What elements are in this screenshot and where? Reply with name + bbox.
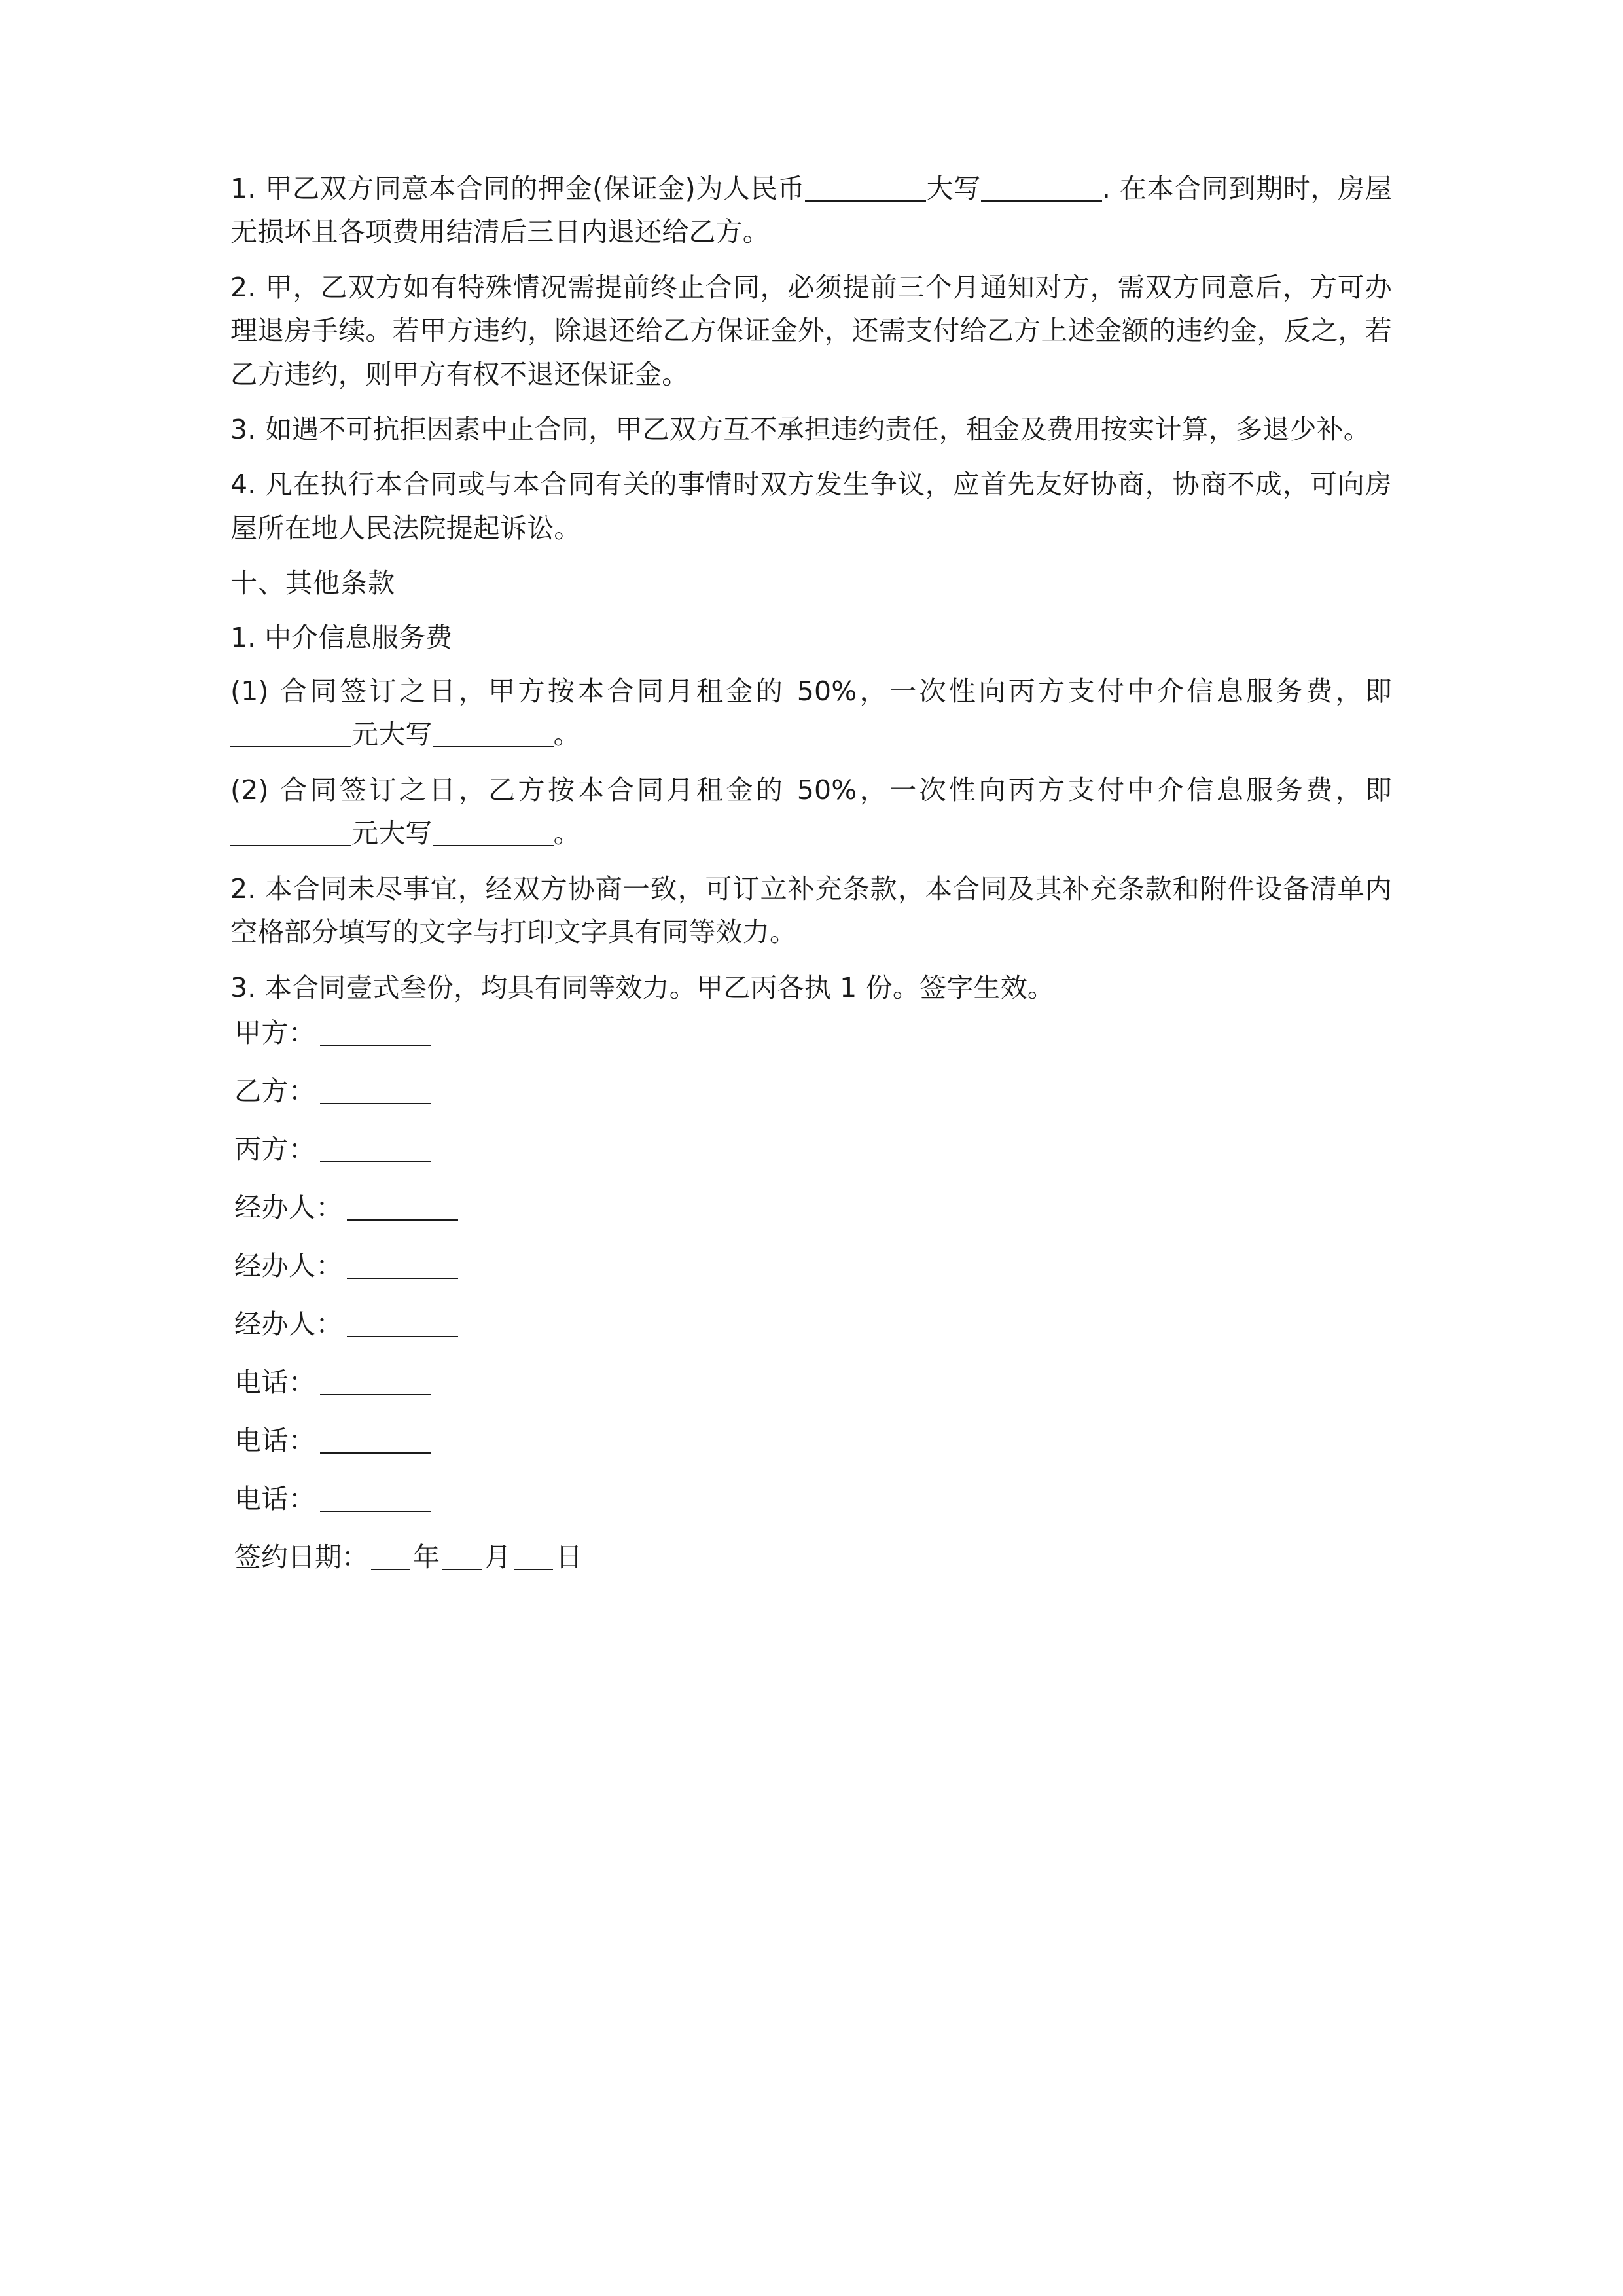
signing-date-line bbox=[234, 1543, 1392, 1571]
clause-10-3 bbox=[230, 966, 1392, 1009]
clause-text: 。 bbox=[553, 817, 580, 850]
signing-date-label: 签约日期： bbox=[234, 1541, 368, 1573]
signature-label: 经办人： bbox=[234, 1249, 343, 1282]
fill-in-blank[interactable] bbox=[230, 819, 351, 846]
signing-date-year-unit: 年 bbox=[413, 1541, 440, 1573]
clause-10-1-1 bbox=[230, 670, 1392, 757]
fill-in-blank[interactable] bbox=[230, 720, 351, 747]
signing-date-month-blank[interactable] bbox=[442, 1543, 482, 1570]
fill-in-blank[interactable] bbox=[805, 174, 926, 202]
clause-text: 大写 bbox=[926, 173, 981, 204]
signature-label: 经办人： bbox=[234, 1308, 343, 1340]
section-ten-subheading: 1. 中介信息服务费 bbox=[230, 621, 453, 653]
fill-in-blank[interactable] bbox=[433, 720, 554, 747]
clause-text: 2. 甲，乙双方如有特殊情况需提前终止合同，必须提前三个月通知对方，需双方同意后，方可办理退房手续。若甲方违约，除退还给乙方保证金外，还需支付给乙方上述金额的违约金，反之，若乙方违约，则甲方有权不退还保证金。 bbox=[230, 271, 1392, 390]
signature-label: 电话： bbox=[234, 1366, 316, 1398]
signature-line bbox=[230, 1135, 1392, 1163]
signature-blank[interactable] bbox=[320, 1018, 431, 1046]
clause-9-3 bbox=[230, 408, 1392, 451]
signature-line bbox=[230, 1310, 1392, 1338]
signature-blank[interactable] bbox=[347, 1310, 458, 1337]
signature-line bbox=[230, 1018, 1392, 1047]
clause-9-2 bbox=[230, 266, 1392, 396]
signature-blank[interactable] bbox=[320, 1426, 431, 1454]
signature-label: 经办人： bbox=[234, 1191, 343, 1223]
signature-line bbox=[230, 1193, 1392, 1221]
signature-line bbox=[230, 1484, 1392, 1513]
clause-text: . 在本合同到期时，房屋无损坏且各项费用结清后三日内退还给乙方。 bbox=[230, 173, 1392, 248]
clause-9-4 bbox=[230, 463, 1392, 550]
signature-line bbox=[230, 1251, 1392, 1280]
signature-blank[interactable] bbox=[347, 1251, 458, 1279]
clause-text: 1. 甲乙双方同意本合同的押金(保证金)为人民币 bbox=[230, 173, 806, 204]
clause-text: 。 bbox=[553, 719, 580, 751]
signature-block bbox=[230, 1018, 1392, 1513]
signature-line bbox=[230, 1077, 1392, 1105]
clause-text: 4. 凡在执行本合同或与本合同有关的事情时双方发生争议，应首先友好协商，协商不成，可向房屋所在地人民法院提起诉讼。 bbox=[230, 469, 1392, 544]
clause-text: (1) 合同签订之日，甲方按本合同月租金的 50%，一次性向丙方支付中介信息服务费，即 bbox=[230, 675, 1392, 708]
clause-text: (2) 合同签订之日，乙方按本合同月租金的 50%，一次性向丙方支付中介信息服务费，即 bbox=[230, 774, 1392, 806]
signature-label: 丙方： bbox=[234, 1133, 316, 1165]
signature-blank[interactable] bbox=[347, 1193, 458, 1221]
signature-blank[interactable] bbox=[320, 1077, 431, 1104]
signature-label: 电话： bbox=[234, 1482, 316, 1515]
clause-text: 3. 如遇不可抗拒因素中止合同，甲乙双方互不承担违约责任，租金及费用按实计算，多退少补。 bbox=[230, 414, 1370, 446]
signature-blank[interactable] bbox=[320, 1368, 431, 1395]
signature-blank[interactable] bbox=[320, 1135, 431, 1162]
signing-date-year-blank[interactable] bbox=[371, 1543, 410, 1570]
signing-date-day-blank[interactable] bbox=[514, 1543, 553, 1570]
clause-text: 2. 本合同未尽事宜，经双方协商一致，可订立补充条款，本合同及其补充条款和附件设备清单内空格部分填写的文字与打印文字具有同等效力。 bbox=[230, 872, 1392, 948]
clause-text: 元大写 bbox=[351, 817, 433, 850]
signing-date-month-unit: 月 bbox=[484, 1541, 511, 1573]
signature-label: 电话： bbox=[234, 1424, 316, 1456]
signature-line bbox=[230, 1368, 1392, 1396]
signature-label: 甲方： bbox=[234, 1016, 316, 1049]
clause-9-1 bbox=[230, 167, 1392, 254]
signature-line bbox=[230, 1426, 1392, 1454]
clause-10-1-2 bbox=[230, 768, 1392, 855]
fill-in-blank[interactable] bbox=[433, 819, 554, 846]
document-body bbox=[230, 167, 1392, 1571]
clause-text: 元大写 bbox=[351, 719, 433, 751]
signature-label: 乙方： bbox=[234, 1075, 316, 1107]
section-ten-heading: 十、其他条款 bbox=[230, 567, 395, 600]
signing-date-day-unit: 日 bbox=[556, 1541, 582, 1573]
signature-blank[interactable] bbox=[320, 1484, 431, 1512]
fill-in-blank[interactable] bbox=[981, 174, 1102, 202]
clause-text: 3. 本合同壹式叁份，均具有同等效力。甲乙丙各执 1 份。签字生效。 bbox=[230, 971, 1055, 1003]
clause-10-2 bbox=[230, 867, 1392, 954]
